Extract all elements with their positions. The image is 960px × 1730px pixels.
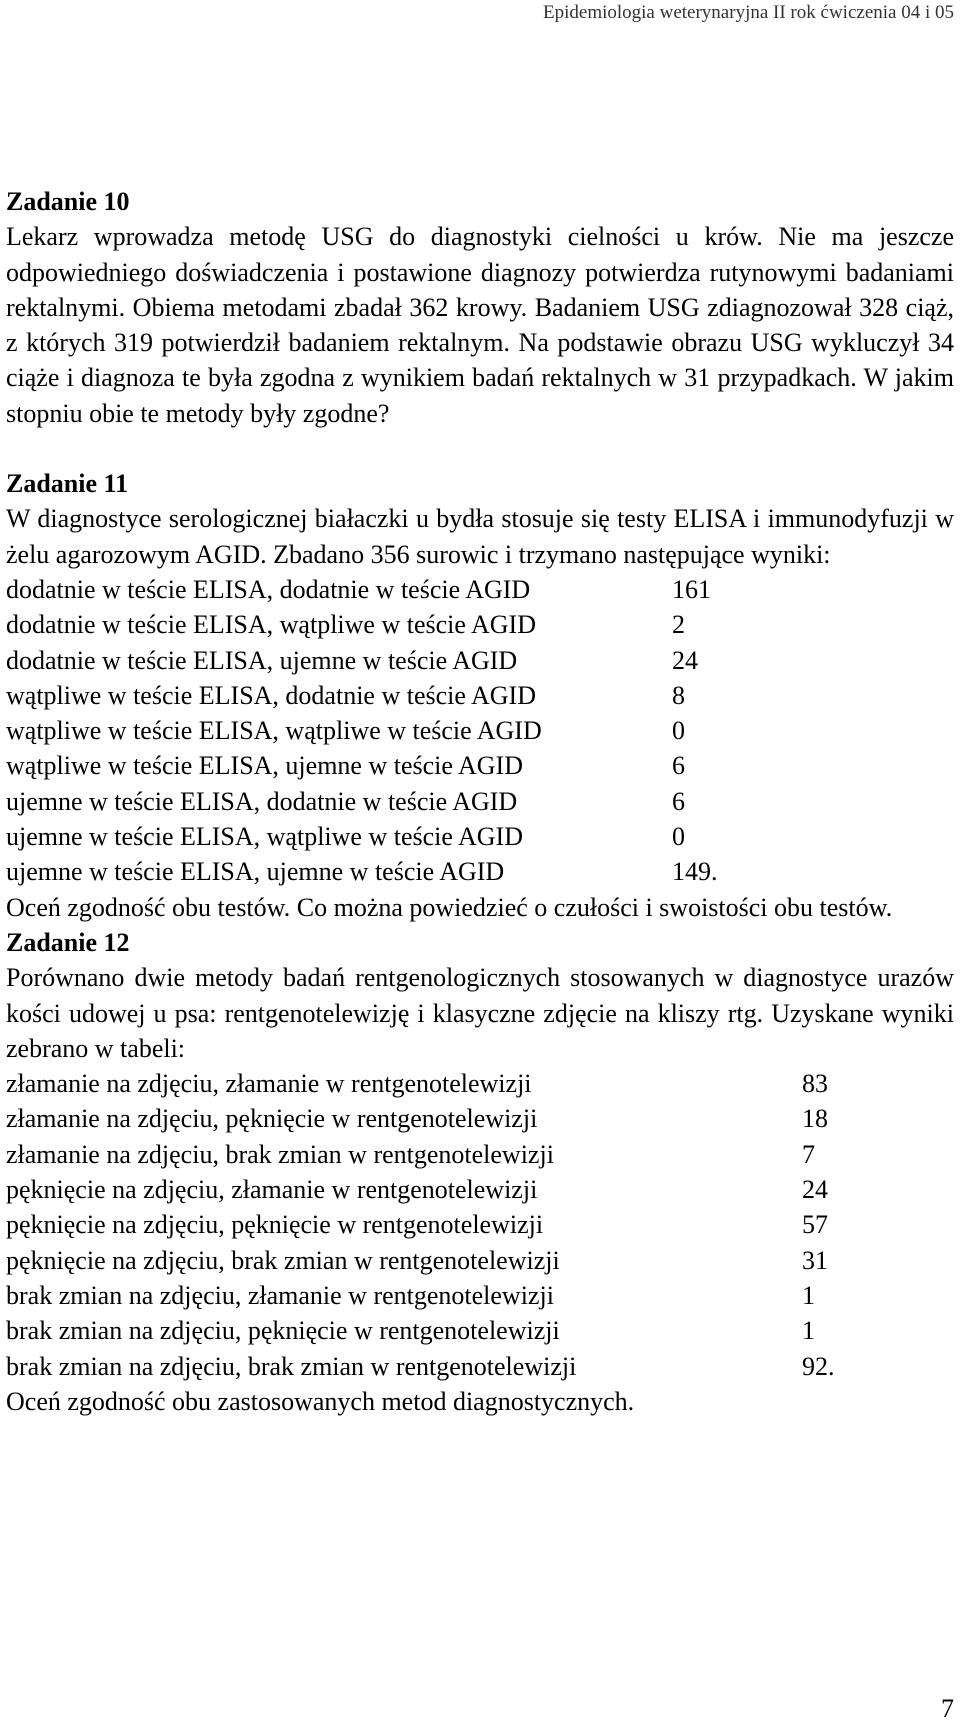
result-value: 8 [672, 680, 685, 710]
result-label: złamanie na zdjęciu, złamanie w rentgenotelewizji [6, 1069, 532, 1099]
result-label: złamanie na zdjęciu, brak zmian w rentgenotelewizji [6, 1139, 554, 1169]
result-row [6, 713, 954, 748]
result-row [6, 784, 954, 819]
result-row [6, 1137, 954, 1172]
task-10-heading: Zadanie 10 [6, 187, 130, 216]
result-label: dodatnie w teście ELISA, ujemne w teście AGID [6, 645, 518, 675]
task-12-results [6, 1066, 954, 1384]
result-value: 24 [672, 645, 698, 675]
spacer [6, 431, 954, 466]
result-row [6, 1278, 954, 1313]
page-header [0, 0, 960, 36]
result-value: 0 [672, 822, 685, 852]
result-value: 7 [802, 1139, 815, 1169]
result-row [6, 1207, 954, 1242]
task-12 [6, 925, 954, 1419]
result-row [6, 643, 954, 678]
header-text: Epidemiologia weterynaryjna II rok ćwiczenia 04 i 05 [543, 2, 954, 23]
result-row [6, 1101, 954, 1136]
result-label: złamanie na zdjęciu, pęknięcie w rentgenotelewizji [6, 1104, 538, 1134]
result-label: pęknięcie na zdjęciu, złamanie w rentgenotelewizji [6, 1175, 538, 1205]
result-row [6, 1313, 954, 1348]
result-label: brak zmian na zdjęciu, brak zmian w rentgenotelewizji [6, 1351, 577, 1381]
result-row [6, 819, 954, 854]
result-value: 149. [672, 857, 718, 887]
result-label: dodatnie w teście ELISA, wątpliwe w teście AGID [6, 610, 536, 640]
result-row [6, 572, 954, 607]
task-11 [6, 466, 954, 925]
result-label: ujemne w teście ELISA, ujemne w teście AGID [6, 857, 505, 887]
result-row [6, 1243, 954, 1278]
result-value: 18 [802, 1104, 828, 1134]
result-label: ujemne w teście ELISA, dodatnie w teście AGID [6, 786, 518, 816]
result-label: pęknięcie na zdjęciu, pęknięcie w rentgenotelewizji [6, 1210, 544, 1240]
result-value: 2 [672, 610, 685, 640]
result-row [6, 854, 954, 889]
result-label: ujemne w teście ELISA, wątpliwe w teście AGID [6, 822, 523, 852]
page-number: 7 [941, 1694, 954, 1723]
result-label: dodatnie w teście ELISA, dodatnie w teście AGID [6, 574, 531, 604]
result-value: 1 [802, 1280, 815, 1310]
result-row [6, 748, 954, 783]
result-value: 83 [802, 1069, 828, 1099]
document-body [6, 184, 954, 1419]
result-label: pęknięcie na zdjęciu, brak zmian w rentgenotelewizji [6, 1245, 560, 1275]
result-label: wątpliwe w teście ELISA, ujemne w teście AGID [6, 751, 523, 781]
result-value: 31 [802, 1245, 828, 1275]
task-10-text: Lekarz wprowadza metodę USG do diagnostyki cielności u krów. Nie ma jeszcze odpowiedniego doświadczenia i postawione diagnozy potwierdza rutynowymi badaniami rektalnymi. Obiema metodami zbadał 362 krowy. Badaniem USG zdiagnozował 328 ciąż, z których 319 potwierdził badaniem rektalnym. Na podstawie obrazu USG wykluczył 34 ciąże i diagnoza te była zgodna z wynikiem badań rektalnych w 31 przypadkach. W jakim stopniu obie te metody były zgodne? [6, 222, 954, 428]
task-11-intro: W diagnostyce serologicznej białaczki u bydła stosuje się testy ELISA i immunodyfuzji w żelu agarozowym AGID. Zbadano 356 surowic i trzymano następujące wyniki: [6, 504, 954, 569]
task-11-results [6, 572, 954, 890]
task-12-heading: Zadanie 12 [6, 927, 130, 957]
result-value: 92. [802, 1351, 835, 1381]
result-row [6, 1066, 954, 1101]
result-value: 6 [672, 751, 685, 781]
task-12-question: Oceń zgodność obu zastosowanych metod diagnostycznych. [6, 1386, 635, 1416]
result-value: 6 [672, 786, 685, 816]
task-11-question: Oceń zgodność obu testów. Co można powiedzieć o czułości i swoistości obu testów. [6, 892, 893, 922]
result-label: brak zmian na zdjęciu, pęknięcie w rentgenotelewizji [6, 1316, 560, 1346]
result-row [6, 1349, 954, 1384]
task-11-heading: Zadanie 11 [6, 469, 129, 499]
result-label: wątpliwe w teście ELISA, wątpliwe w teście AGID [6, 716, 542, 746]
result-label: wątpliwe w teście ELISA, dodatnie w teście AGID [6, 680, 536, 710]
task-10 [6, 184, 954, 431]
result-value: 0 [672, 716, 685, 746]
result-row [6, 678, 954, 713]
result-value: 24 [802, 1175, 828, 1205]
result-row [6, 607, 954, 642]
task-12-intro: Porównano dwie metody badań rentgenologicznych stosowanych w diagnostyce urazów kości udowej u psa: rentgenotelewizję i klasyczne zdjęcie na kliszy rtg. Uzyskane wyniki zebrano w tabeli: [6, 963, 954, 1063]
result-row [6, 1172, 954, 1207]
result-value: 57 [802, 1210, 828, 1240]
result-label: brak zmian na zdjęciu, złamanie w rentgenotelewizji [6, 1280, 554, 1310]
result-value: 1 [802, 1316, 815, 1346]
result-value: 161 [672, 574, 711, 604]
